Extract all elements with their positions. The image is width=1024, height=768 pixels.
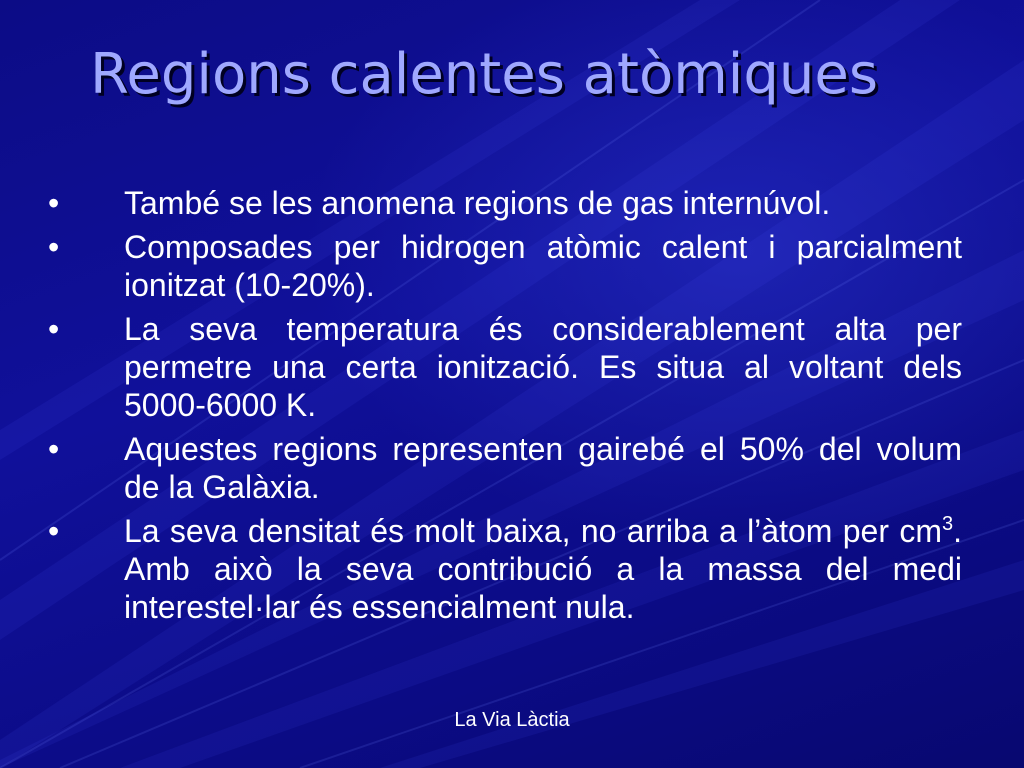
bullet-item [44,430,962,506]
bullet-icon: • [48,229,60,265]
bullet-text-part: . Amb això la seva contribució a la massa del medi interestel·lar és essencialment nula. [124,513,962,625]
bullet-text: La seva temperatura és considerablement alta per permetre una certa ionització. Es situa al voltant dels 5000-6000 K. [124,311,962,423]
bullet-item [44,310,962,424]
bullet-icon: • [48,513,60,549]
superscript: 3 [941,513,954,535]
bullet-text [124,512,962,626]
slide-title: Regions calentes atòmiques [90,42,878,107]
bullet-icon: • [48,311,60,347]
bullet-item [44,184,962,222]
bullet-icon: • [48,185,60,221]
bullet-text: Aquestes regions representen gairebé el 50% del volum de la Galàxia. [124,431,962,505]
bullet-text: També se les anomena regions de gas internúvol. [124,185,831,221]
bullet-item [44,228,962,304]
bullet-list [44,184,962,632]
bullet-text-part: La seva densitat és molt baixa, no arriba a l’àtom per cm [124,513,942,549]
slide-footer: La Via Làctia [454,709,570,731]
bullet-icon: • [48,431,60,467]
bullet-item [44,512,962,626]
bullet-text: Composades per hidrogen atòmic calent i parcialment ionitzat (10-20%). [124,229,962,303]
